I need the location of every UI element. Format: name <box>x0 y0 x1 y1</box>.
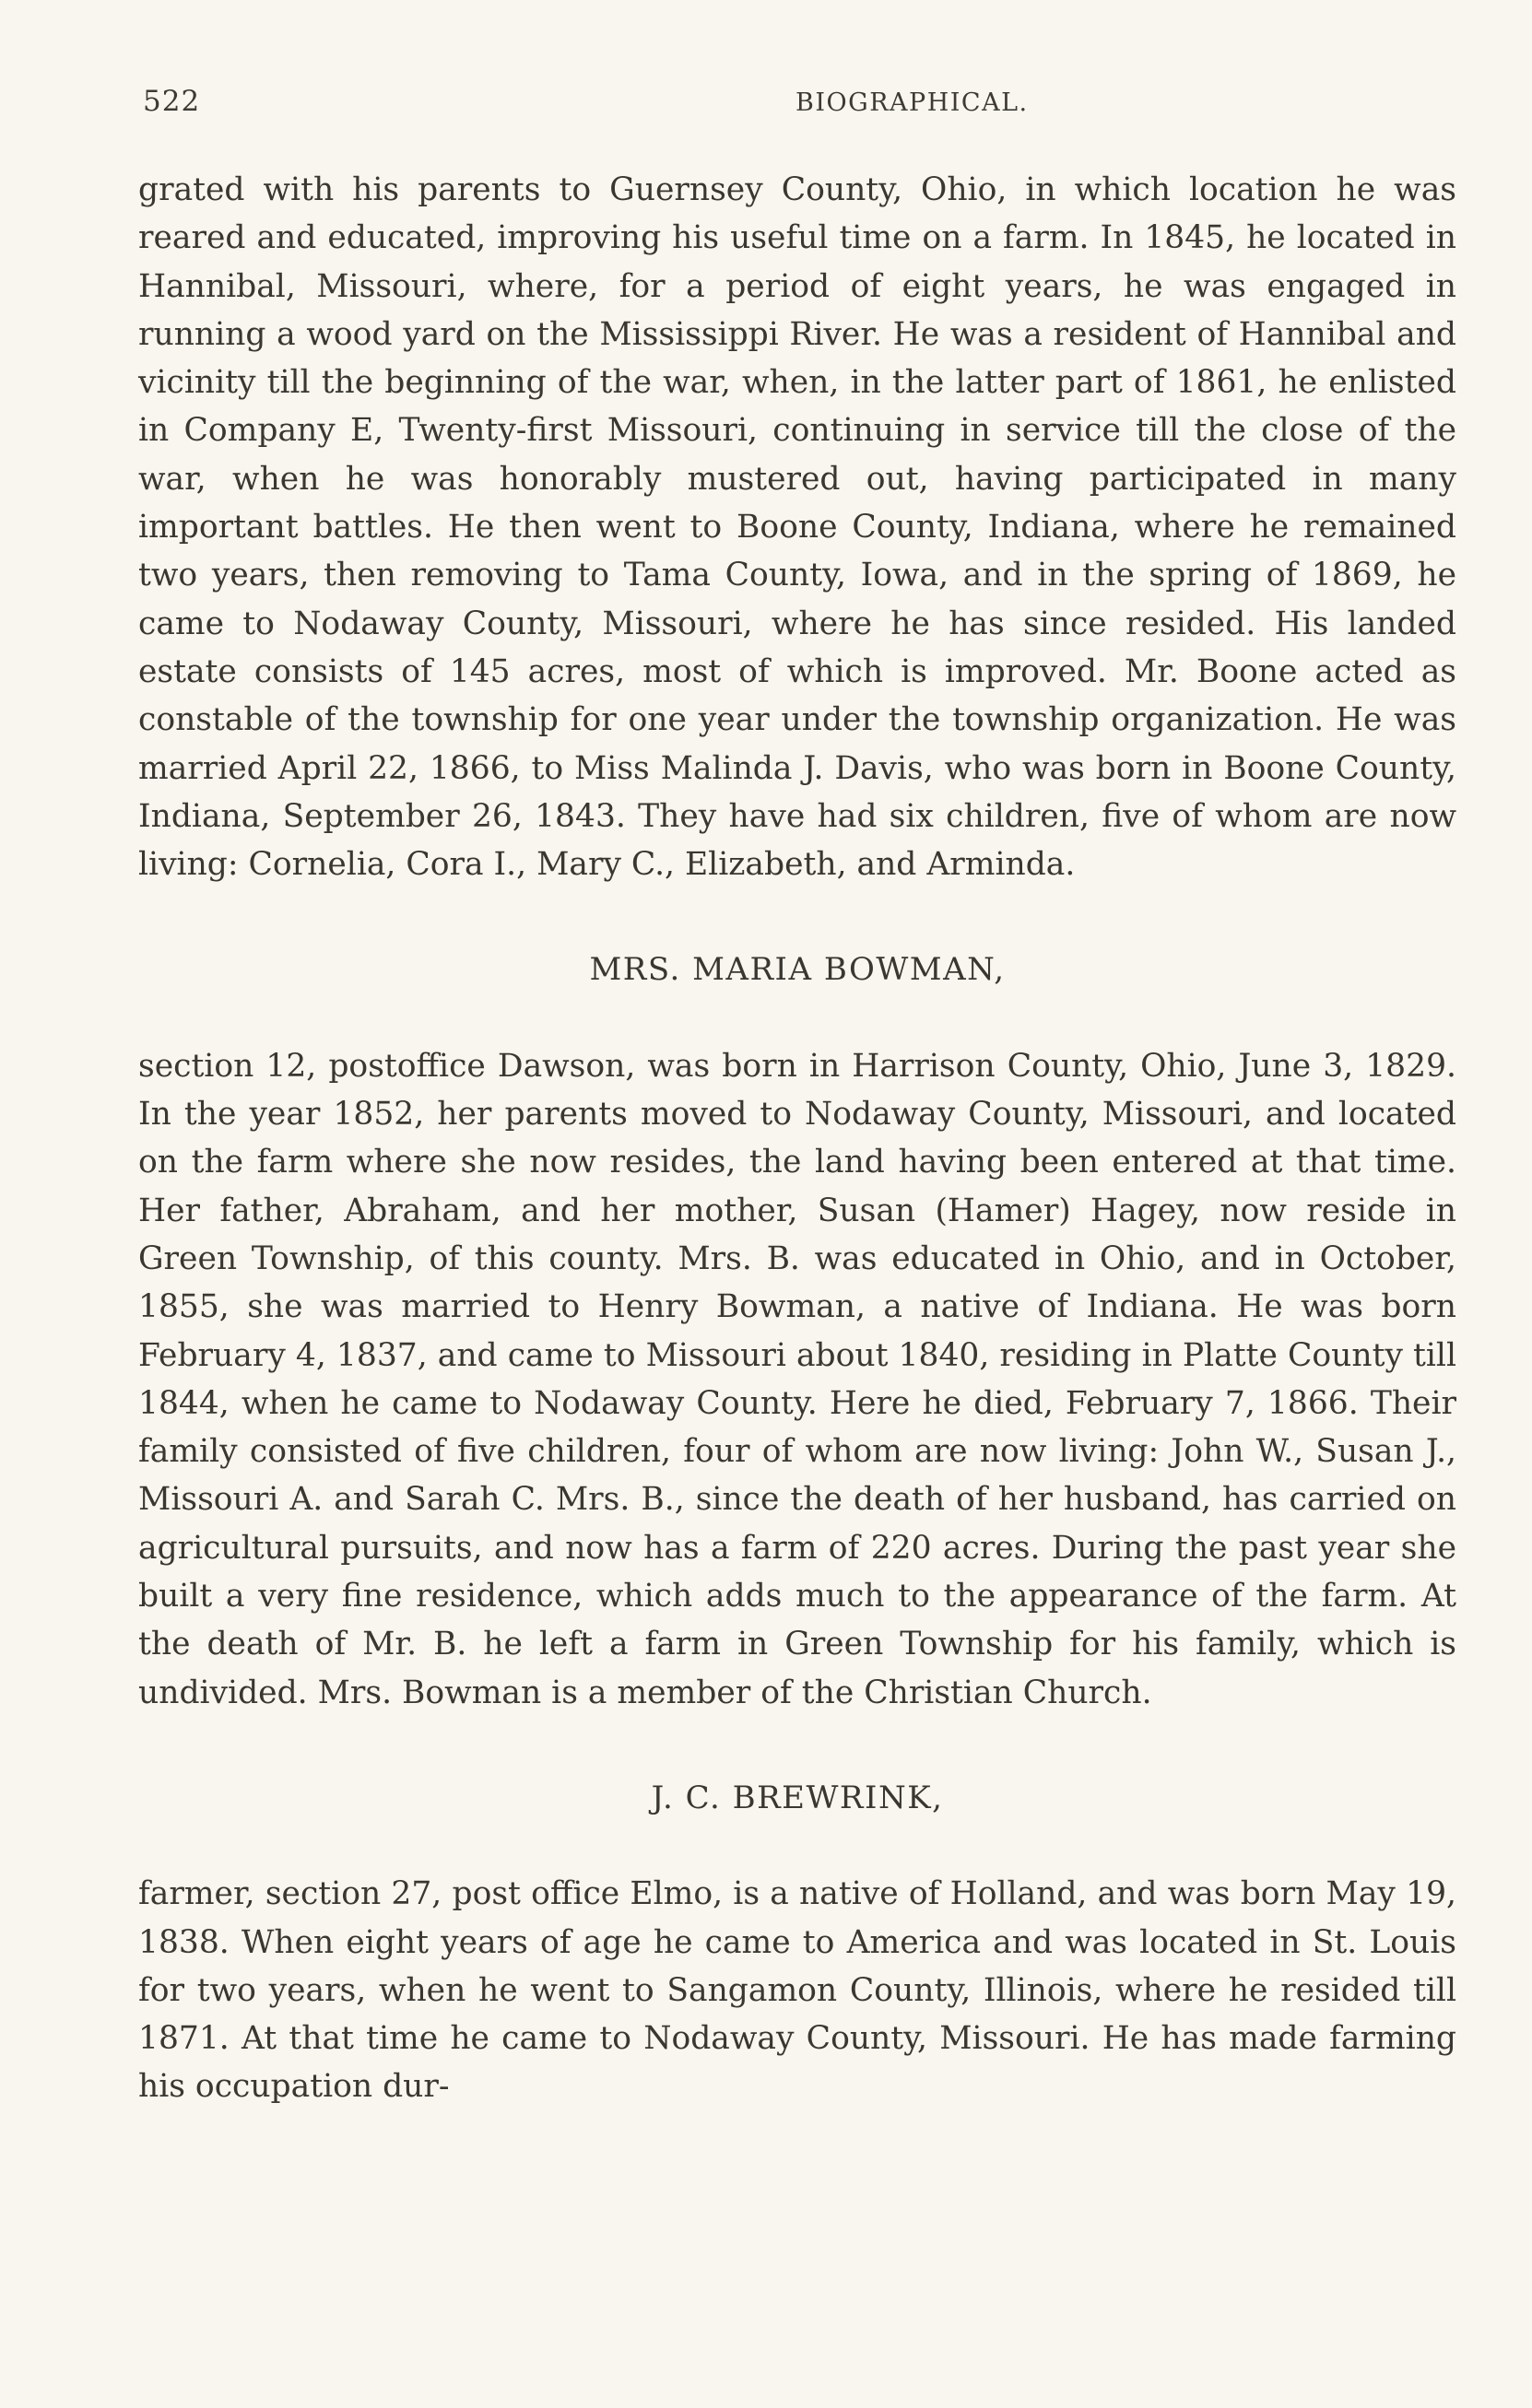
entry-paragraph-brewrink: farmer, section 27, post office Elmo, is a native of Holland, and was born May 19, 1838. When eight years of age he came to America and was located in St. Louis for two years, when he went to Sangamon County, Illinois, where he resided till 1871. At that time he came to Nodaway County, Missouri. He has made farming his occupation dur- <box>138 1875 1456 2106</box>
continued-paragraph: grated with his parents to Guernsey County, Ohio, in which location he was reared and educated, improving his useful time on a farm. In 1845, he located in Hannibal, Missouri, where, for a period of eight years, he was engaged in running a wood yard on the Mississippi River. He was a resident of Hannibal and vicinity till the beginning of the war, when, in the latter part of 1861, he enlisted in Company E, Twenty-first Missouri, continuing in service till the close of the war, when he was honorably mustered out, having participated in many important battles. He then went to Boone County, Indiana, where he remained two years, then removing to Tama County, Iowa, and in the spring of 1869, he came to Nodaway County, Missouri, where he has since resided. His landed estate consists of 145 acres, most of which is improved. Mr. Boone acted as constable of the township for one year under the township organization. He was married April 22, 1866, to Miss Malinda J. Davis, who was born in Boone County, Indiana, September 26, 1843. They have had six children, five of whom are now living: Cornelia, Cora I., Mary C., Elizabeth, and Arminda. <box>138 171 1456 884</box>
entry-heading-bowman: MRS. MARIA BOWMAN, <box>589 951 1006 989</box>
page-header <box>143 85 1452 131</box>
page-body <box>138 166 1456 2111</box>
entry-paragraph-bowman: section 12, postoffice Dawson, was born in Harrison County, Ohio, June 3, 1829. In the year 1852, her parents moved to Nodaway County, Missouri, and located on the farm where she now resides, the land having been entered at that time. Her father, Abraham, and her mother, Susan (Hamer) Hagey, now reside in Green Township, of this county. Mrs. B. was educated in Ohio, and in October, 1855, she was married to Henry Bowman, a native of Indiana. He was born February 4, 1837, and came to Missouri about 1840, residing in Platte County till 1844, when he came to Nodaway County. Here he died, February 7, 1866. Their family consisted of five children, four of whom are now living: John W., Susan J., Missouri A. and Sarah C. Mrs. B., since the death of her husband, has carried on agricultural pursuits, and now has a farm of 220 acres. During the past year she built a very fine residence, which adds much to the appearance of the farm. At the death of Mr. B. he left a farm in Green Township for his family, which is undivided. Mrs. Bowman is a member of the Christian Church. <box>138 1047 1456 1711</box>
entry-heading-brewrink: J. C. BREWRINK, <box>651 1779 944 1816</box>
running-head: BIOGRAPHICAL. <box>795 88 1029 117</box>
page-number: 522 <box>143 85 201 118</box>
